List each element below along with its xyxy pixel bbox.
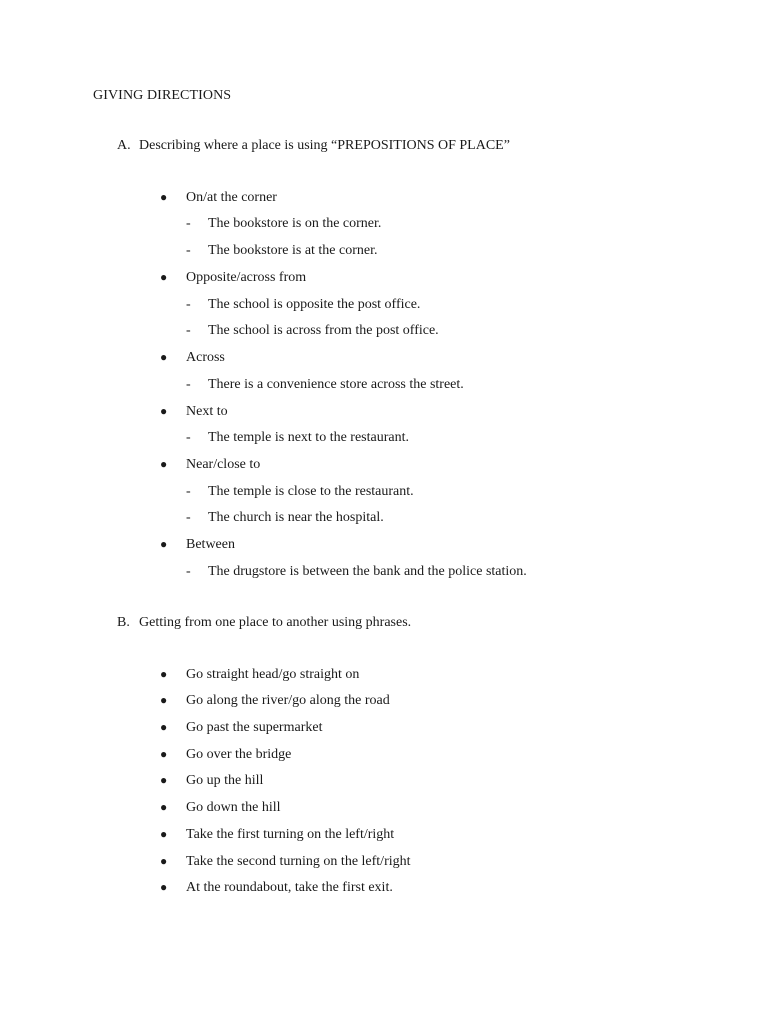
bullet-icon: ●: [160, 190, 168, 204]
example-item: [186, 564, 527, 580]
bullet-icon: ●: [160, 404, 168, 418]
list-item: [160, 720, 322, 736]
item-label: Go along the river/go along the road: [186, 693, 390, 708]
bullet-icon: ●: [160, 537, 168, 551]
dash-icon: -: [186, 243, 191, 258]
example-text: The bookstore is on the corner.: [208, 216, 382, 231]
section-b-heading: [117, 615, 411, 631]
example-item: [186, 430, 409, 446]
example-item: [186, 484, 414, 500]
dash-icon: -: [186, 510, 191, 525]
example-item: [186, 243, 378, 259]
bullet-icon: ●: [160, 350, 168, 364]
list-item: [160, 773, 263, 789]
dash-icon: -: [186, 377, 191, 392]
bullet-icon: ●: [160, 693, 168, 707]
item-label: Go past the supermarket: [186, 720, 323, 735]
example-text: The school is opposite the post office.: [208, 297, 421, 312]
list-item: [160, 667, 359, 683]
list-item: [160, 350, 225, 366]
list-item: [160, 457, 260, 473]
item-label: Go up the hill: [186, 773, 264, 788]
list-item: [160, 800, 281, 816]
example-item: [186, 297, 420, 313]
list-item: [160, 747, 291, 763]
example-text: The school is across from the post office.: [208, 323, 439, 338]
list-item: [160, 693, 390, 709]
list-item: [160, 827, 394, 843]
bullet-icon: ●: [160, 773, 168, 787]
example-text: The church is near the hospital.: [208, 510, 384, 525]
example-text: There is a convenience store across the street.: [208, 377, 464, 392]
example-item: [186, 323, 439, 339]
section-b-letter: B.: [117, 615, 130, 630]
dash-icon: -: [186, 216, 191, 231]
section-a-heading: [117, 138, 510, 154]
list-item: [160, 270, 306, 286]
example-item: [186, 510, 384, 526]
bullet-icon: ●: [160, 270, 168, 284]
item-label: Go straight head/go straight on: [186, 667, 360, 682]
page-title: GIVING DIRECTIONS: [93, 88, 232, 103]
dash-icon: -: [186, 430, 191, 445]
example-text: The temple is close to the restaurant.: [208, 484, 414, 499]
item-label: On/at the corner: [186, 190, 277, 205]
list-item: [160, 880, 393, 896]
section-a-text: Describing where a place is using “PREPOSITIONS OF PLACE”: [139, 138, 510, 153]
item-label: At the roundabout, take the first exit.: [186, 880, 393, 895]
section-a-letter: A.: [117, 138, 131, 153]
example-item: [186, 377, 464, 393]
dash-icon: -: [186, 484, 191, 499]
bullet-icon: ●: [160, 457, 168, 471]
dash-icon: -: [186, 297, 191, 312]
dash-icon: -: [186, 564, 191, 579]
item-label: Near/close to: [186, 457, 261, 472]
example-item: [186, 216, 381, 232]
list-item: [160, 190, 277, 206]
bullet-icon: ●: [160, 827, 168, 841]
list-item: [160, 537, 235, 553]
list-item: [160, 854, 411, 870]
list-item: [160, 404, 228, 420]
item-label: Opposite/across from: [186, 270, 307, 285]
item-label: Between: [186, 537, 235, 552]
item-label: Next to: [186, 404, 228, 419]
item-label: Go over the bridge: [186, 747, 292, 762]
example-text: The bookstore is at the corner.: [208, 243, 378, 258]
bullet-icon: ●: [160, 667, 168, 681]
example-text: The temple is next to the restaurant.: [208, 430, 409, 445]
bullet-icon: ●: [160, 720, 168, 734]
dash-icon: -: [186, 323, 191, 338]
bullet-icon: ●: [160, 854, 168, 868]
bullet-icon: ●: [160, 747, 168, 761]
item-label: Go down the hill: [186, 800, 281, 815]
section-b-text: Getting from one place to another using phrases.: [139, 615, 412, 630]
item-label: Take the second turning on the left/right: [186, 854, 411, 869]
item-label: Take the first turning on the left/right: [186, 827, 395, 842]
bullet-icon: ●: [160, 800, 168, 814]
item-label: Across: [186, 350, 225, 365]
example-text: The drugstore is between the bank and the police station.: [208, 564, 527, 579]
bullet-icon: ●: [160, 880, 168, 894]
